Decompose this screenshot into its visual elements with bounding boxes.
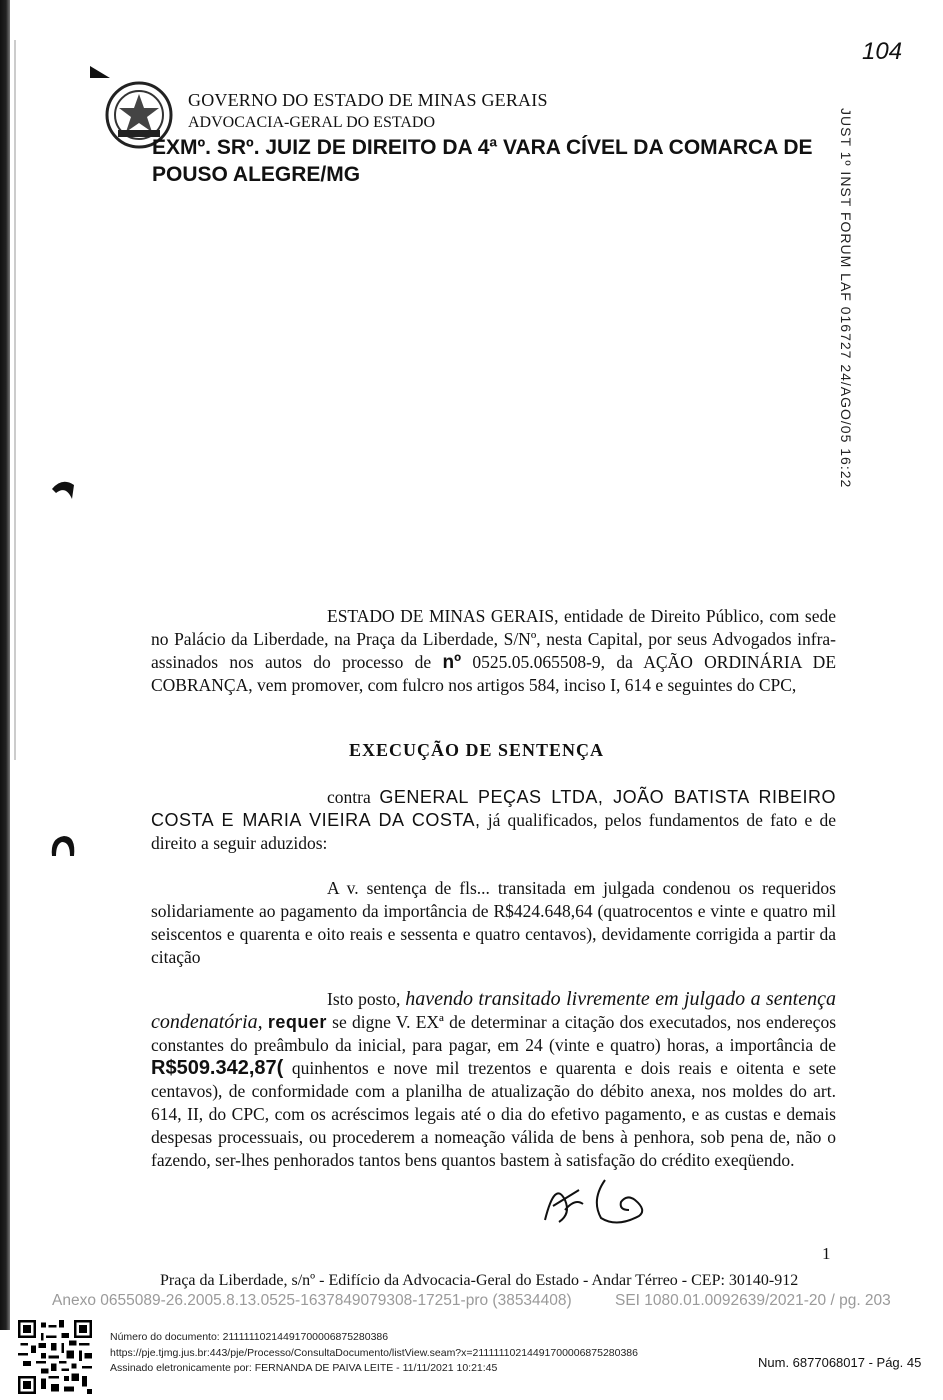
signed-by: Assinado eletronicamente por: FERNANDA DE PAIVA LEITE - 11/11/2021 10:21:45: [110, 1362, 498, 1374]
signature-icon: [535, 1170, 665, 1230]
document-page-reference: Num. 6877068017 - Pág. 45: [758, 1355, 922, 1370]
number-label: nº: [442, 652, 462, 673]
qr-code-icon: [18, 1320, 92, 1394]
intro-lead: ESTADO DE MINAS GERAIS, entidade de Direito Público, com sede no Palácio da Liberdade, na Praça da Liberdade, S/Nº, nesta Capital, por seus Advogados infra-assinados nos autos do processo de: [151, 606, 836, 672]
request-amount: R$509.342,87(: [151, 1057, 284, 1079]
paragraph-parties: [151, 786, 836, 855]
page-number: 1: [822, 1244, 831, 1263]
document-title: EXECUÇÃO DE SENTENÇA: [349, 740, 605, 760]
footer-address: Praça da Liberdade, s/nº - Edifício da Advocacia-Geral do Estado - Andar Térreo - CEP: 30140-912: [160, 1272, 799, 1289]
protocol-stamp: [834, 108, 856, 489]
addressee-heading: EXMº. SRº. JUIZ DE DIREITO DA 4ª VARA CÍVEL DA COMARCA DE POUSO ALEGRE/MG: [152, 136, 813, 186]
handwritten-page-number: 104: [862, 38, 903, 65]
sentence-text: A v. sentença de fls... transitada em julgada condenou os requeridos solidariamente ao pagamento da importância de R$424.648,64 (quatrocentos e vinte e quatro mil seiscentos e quarenta e oito reais e sessenta e quatro centavos), devidamente corrigida a partir da citação: [151, 878, 836, 967]
parties-names: GENERAL PEÇAS LTDA, JOÃO BATISTA RIBEIRO COSTA E MARIA VIEIRA DA COSTA,: [151, 787, 837, 830]
scan-edge: [0, 0, 10, 1330]
request-italic: havendo transitado livremente em julgado a sentença condenatória,: [151, 988, 836, 1033]
request-keyword: requer: [267, 1012, 327, 1032]
document-number: Número do documento: 21111110214491700006875280386: [110, 1331, 389, 1343]
request-lead: Isto posto,: [327, 989, 401, 1009]
scan-edge-shadow: [14, 40, 16, 760]
agency-name: ADVOCACIA-GERAL DO ESTADO: [188, 114, 435, 131]
request-mid: se digne V. EXª de determinar a citação dos executados, nos endereços constantes do preâmbulo da inicial, para pagar, em 24 (vinte e quatro) horas, a importância de: [151, 1012, 837, 1055]
annex-reference: Anexo 0655089-26.2005.8.13.0525-1637849079308-17251-pro (38534408): [52, 1292, 572, 1309]
document-url-link[interactable]: https://pje.tjmg.jus.br:443/pje/Processo/ConsultaDocumento/listView.seam?x=21111110214491700006875280386: [110, 1347, 638, 1359]
punch-mark-icon: [48, 832, 78, 858]
protocol-stamp-text: JUST 1º INST FORUM LAF 016727 24/AGO/05 16:22: [838, 108, 854, 489]
scan-mark-icon: [88, 64, 112, 80]
paragraph-request: [151, 988, 836, 1172]
request-tail: quinhentos e nove mil trezentos e quarenta e dois reais e oitenta e sete centavos), de conformidade com a planilha de atualização do débito anexa, nos moldes do art. 614, II, do CPC, com os acréscimos legais até o dia do efetivo pagamento, e as custas e demais despesas processuais, ou procederem a nomeação válida de bens à penhora, sob pena de, não o fazendo, ser-lhes penhorados tantos bens quantos bastem à satisfação do crédito exeqüendo.: [151, 1058, 837, 1170]
intro-tail: 0525.05.065508-9, da AÇÃO ORDINÁRIA DE COBRANÇA, vem promover, com fulcro nos artigos 584, inciso I, 614 e seguintes do CPC,: [151, 652, 837, 695]
punch-mark-icon: [48, 475, 78, 501]
paragraph-intro: [151, 605, 836, 697]
government-name: GOVERNO DO ESTADO DE MINAS GERAIS: [188, 90, 548, 110]
parties-lead: contra: [327, 787, 371, 807]
sei-reference: SEI 1080.01.0092639/2021-20 / pg. 203: [615, 1292, 891, 1309]
parties-tail: já qualificados, pelos fundamentos de fato e de direito a seguir aduzidos:: [151, 810, 836, 853]
paragraph-sentence: [151, 877, 836, 969]
